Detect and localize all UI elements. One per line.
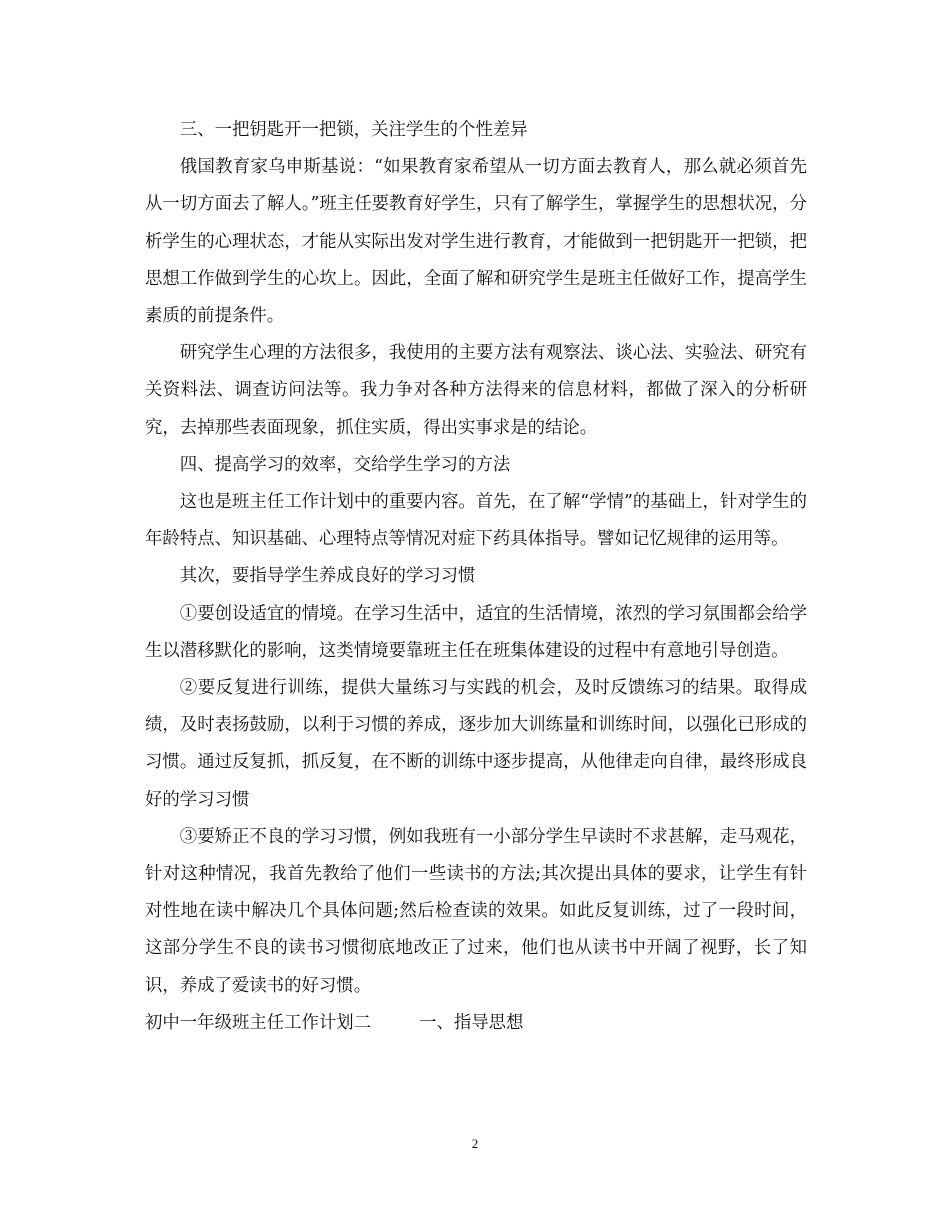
- page-number: 2: [471, 1136, 479, 1151]
- body-paragraph: ③要矫正不良的学习习惯，例如我班有一小部分学生早读时不求甚解，走马观花，针对这种情况，我首先教给了他们一些读书的方法;其次提出具体的要求，让学生有针对性地在读中解决几个具体问题;然后检查读的效果。如此反复训练，过了一段时间，这部分学生不良的读书习惯彻底地改正了过来，他们也从读书中开阔了视野，长了知识，养成了爱读书的好习惯。: [145, 826, 807, 996]
- body-paragraph: 俄国教育家乌申斯基说：“如果教育家希望从一切方面去教育人，那么就必须首先从一切方面去了解人。”班主任要教育好学生，只有了解学生，掌握学生的思想状况，分析学生的心理状态，才能从实际出发对学生进行教育，才能做到一把钥匙开一把锁，把思想工作做到学生的心坎上。因此，全面了解和研究学生是班主任做好工作，提高学生素质的前提条件。: [145, 157, 807, 327]
- final-line: [145, 1005, 807, 1042]
- guiding-ideology-heading: 一、指导思想: [419, 1012, 524, 1033]
- body-paragraph: ②要反复进行训练，提供大量练习与实践的机会，及时反馈练习的结果。取得成绩，及时表扬鼓励，以利于习惯的养成，逐步加大训练量和训练时间，以强化已形成的习惯。通过反复抓，抓反复，在不断的训练中逐步提高，从他律走向自律，最终形成良好的学习习惯: [145, 678, 807, 810]
- document-body: [145, 112, 807, 1042]
- body-paragraph: 研究学生心理的方法很多，我使用的主要方法有观察法、谈心法、实验法、研究有关资料法、调查访问法等。我力争对各种方法得来的信息材料，都做了深入的分析研究，去掉那些表面现象，抓住实质，得出实事求是的结论。: [145, 343, 807, 438]
- section-heading-3: 三、一把钥匙开一把锁，关注学生的个性差异: [179, 120, 528, 140]
- section-heading-4: 四、提高学习的效率，交给学生学习的方法: [179, 454, 511, 475]
- body-paragraph: 这也是班主任工作计划中的重要内容。首先，在了解“学情”的基础上，针对学生的年龄特点、知识基础、心理特点等情况对症下药具体指导。譬如记忆规律的运用等。: [145, 492, 807, 550]
- body-paragraph: 其次，要指导学生养成良好的学习习惯: [179, 566, 476, 587]
- plan-title: 初中一年级班主任工作计划二: [145, 1012, 372, 1033]
- body-paragraph: ①要创设适宜的情境。在学习生活中，适宜的生活情境，浓烈的学习氛围都会给学生以潜移默化的影响，这类情境要靠班主任在班集体建设的过程中有意地引导创造。: [145, 603, 807, 661]
